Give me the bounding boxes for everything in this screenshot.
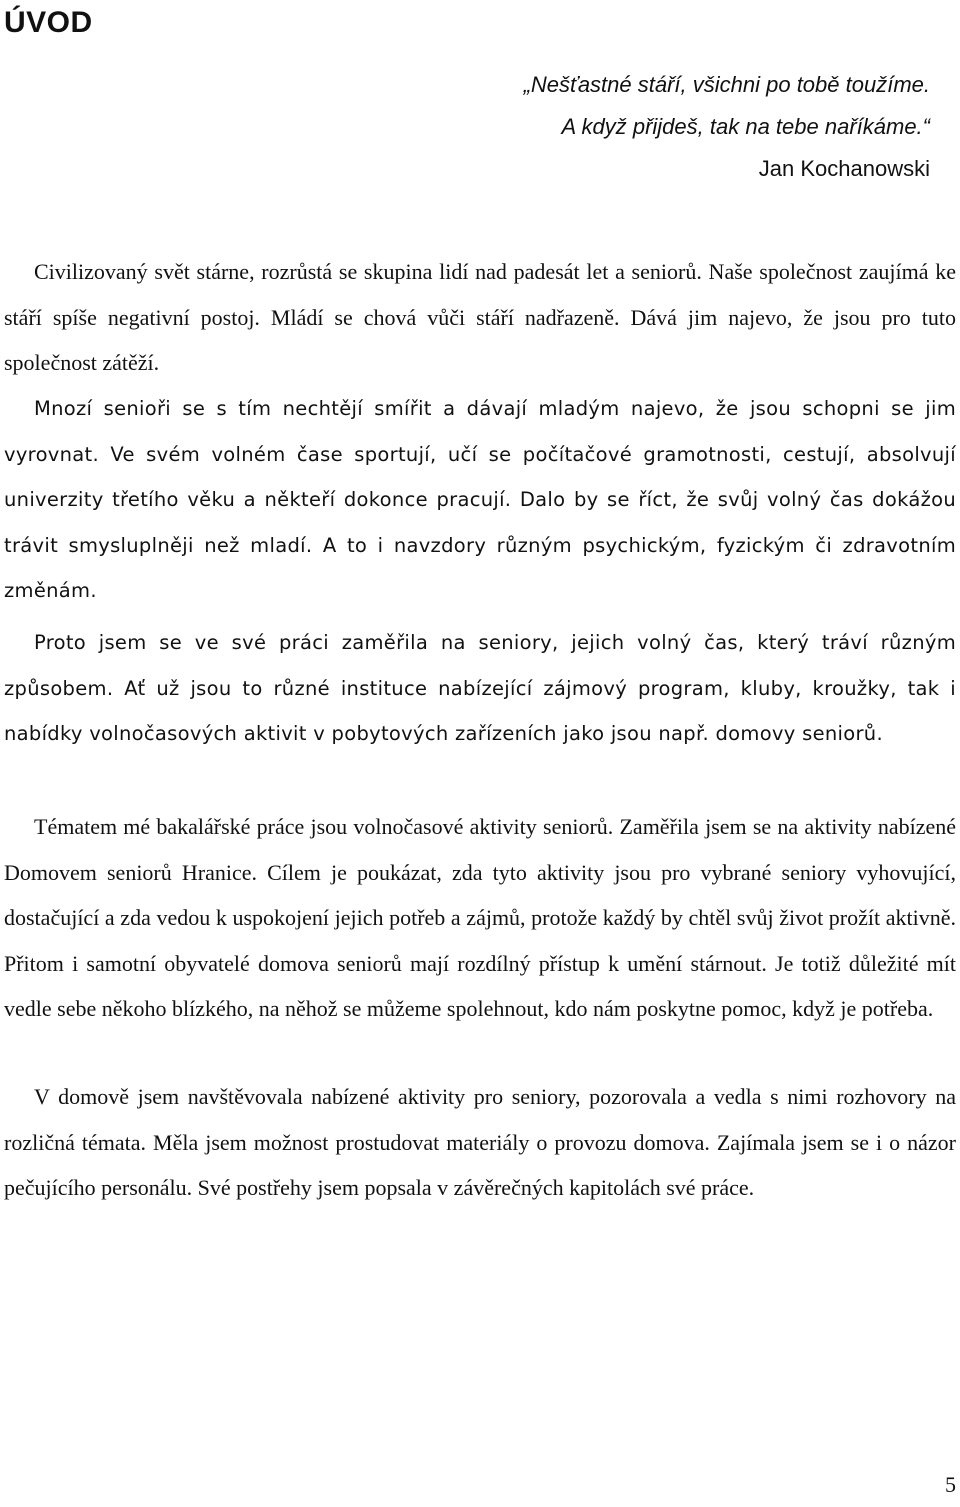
page-title: ÚVOD (4, 6, 93, 39)
paragraph: V domově jsem navštěvovala nabízené aktivity pro seniory, pozorovala a vedla s nimi rozhovory na rozličná témata. Měla jsem možnost prostudovat materiály o provozu domova. Zajímala jsem se i o názor pečujícího personálu. Své postřehy jsem popsala v závěrečných kapitolách své práce. (4, 1084, 956, 1200)
epigraph-author: Jan Kochanowski (758, 156, 930, 181)
epigraph-line: „Nešťastné stáří, všichni po tobě toužíme. (523, 72, 930, 97)
paragraph-block-5 (4, 1074, 956, 1211)
page-number: 5 (945, 1472, 956, 1497)
paragraph: Mnozí senioři se s tím nechtějí smířit a dávají mladým najevo, že jsou schopni se jim vyrovnat. Ve svém volném čase sportují, učí se počítačové gramotnosti, cestují, absolvují univerzity třetího věku a někteří dokonce pracují. Dalo by se říct, že svůj volný čas dokážou trávit smysluplněji než mladí. A to i navzdory různým psychickým, fyzickým či zdravotním změnám. (4, 397, 956, 603)
paragraph-block-2 (4, 386, 956, 614)
epigraph (524, 68, 930, 194)
paragraph: Proto jsem se ve své práci zaměřila na seniory, jejich volný čas, který tráví různým způsobem. Ať už jsou to různé instituce nabízející zájmový program, kluby, kroužky, tak i nabídky volnočasových aktivit v pobytových zařízeních jako jsou např. domovy seniorů. (4, 631, 956, 746)
paragraph-block-1 (4, 249, 956, 386)
paragraph-block-4 (4, 804, 956, 1032)
paragraph: Tématem mé bakalářské práce jsou volnočasové aktivity seniorů. Zaměřila jsem se na aktivity nabízené Domovem seniorů Hranice. Cílem je poukázat, zda tyto aktivity jsou pro vybrané seniory vyhovující, dostačující a zda vedou k uspokojení jejich potřeb a zájmů, protože každý by chtěl svůj život prožít aktivně. Přitom i samotní obyvatelé domova seniorů mají rozdílný přístup k umění stárnout. Je totiž důležité mít vedle sebe někoho blízkého, na něhož se můžeme spolehnout, kdo nám poskytne pomoc, když je potřeba. (4, 814, 956, 1022)
paragraph: Civilizovaný svět stárne, rozrůstá se skupina lidí nad padesát let a seniorů. Naše společnost zaujímá ke stáří spíše negativní postoj. Mládí se chová vůči stáří nadřazeně. Dává jim najevo, že jsou pro tuto společnost zátěží. (4, 259, 956, 376)
epigraph-line: A když přijdeš, tak na tebe naříkáme.“ (561, 114, 930, 139)
paragraph-block-3 (4, 620, 956, 757)
